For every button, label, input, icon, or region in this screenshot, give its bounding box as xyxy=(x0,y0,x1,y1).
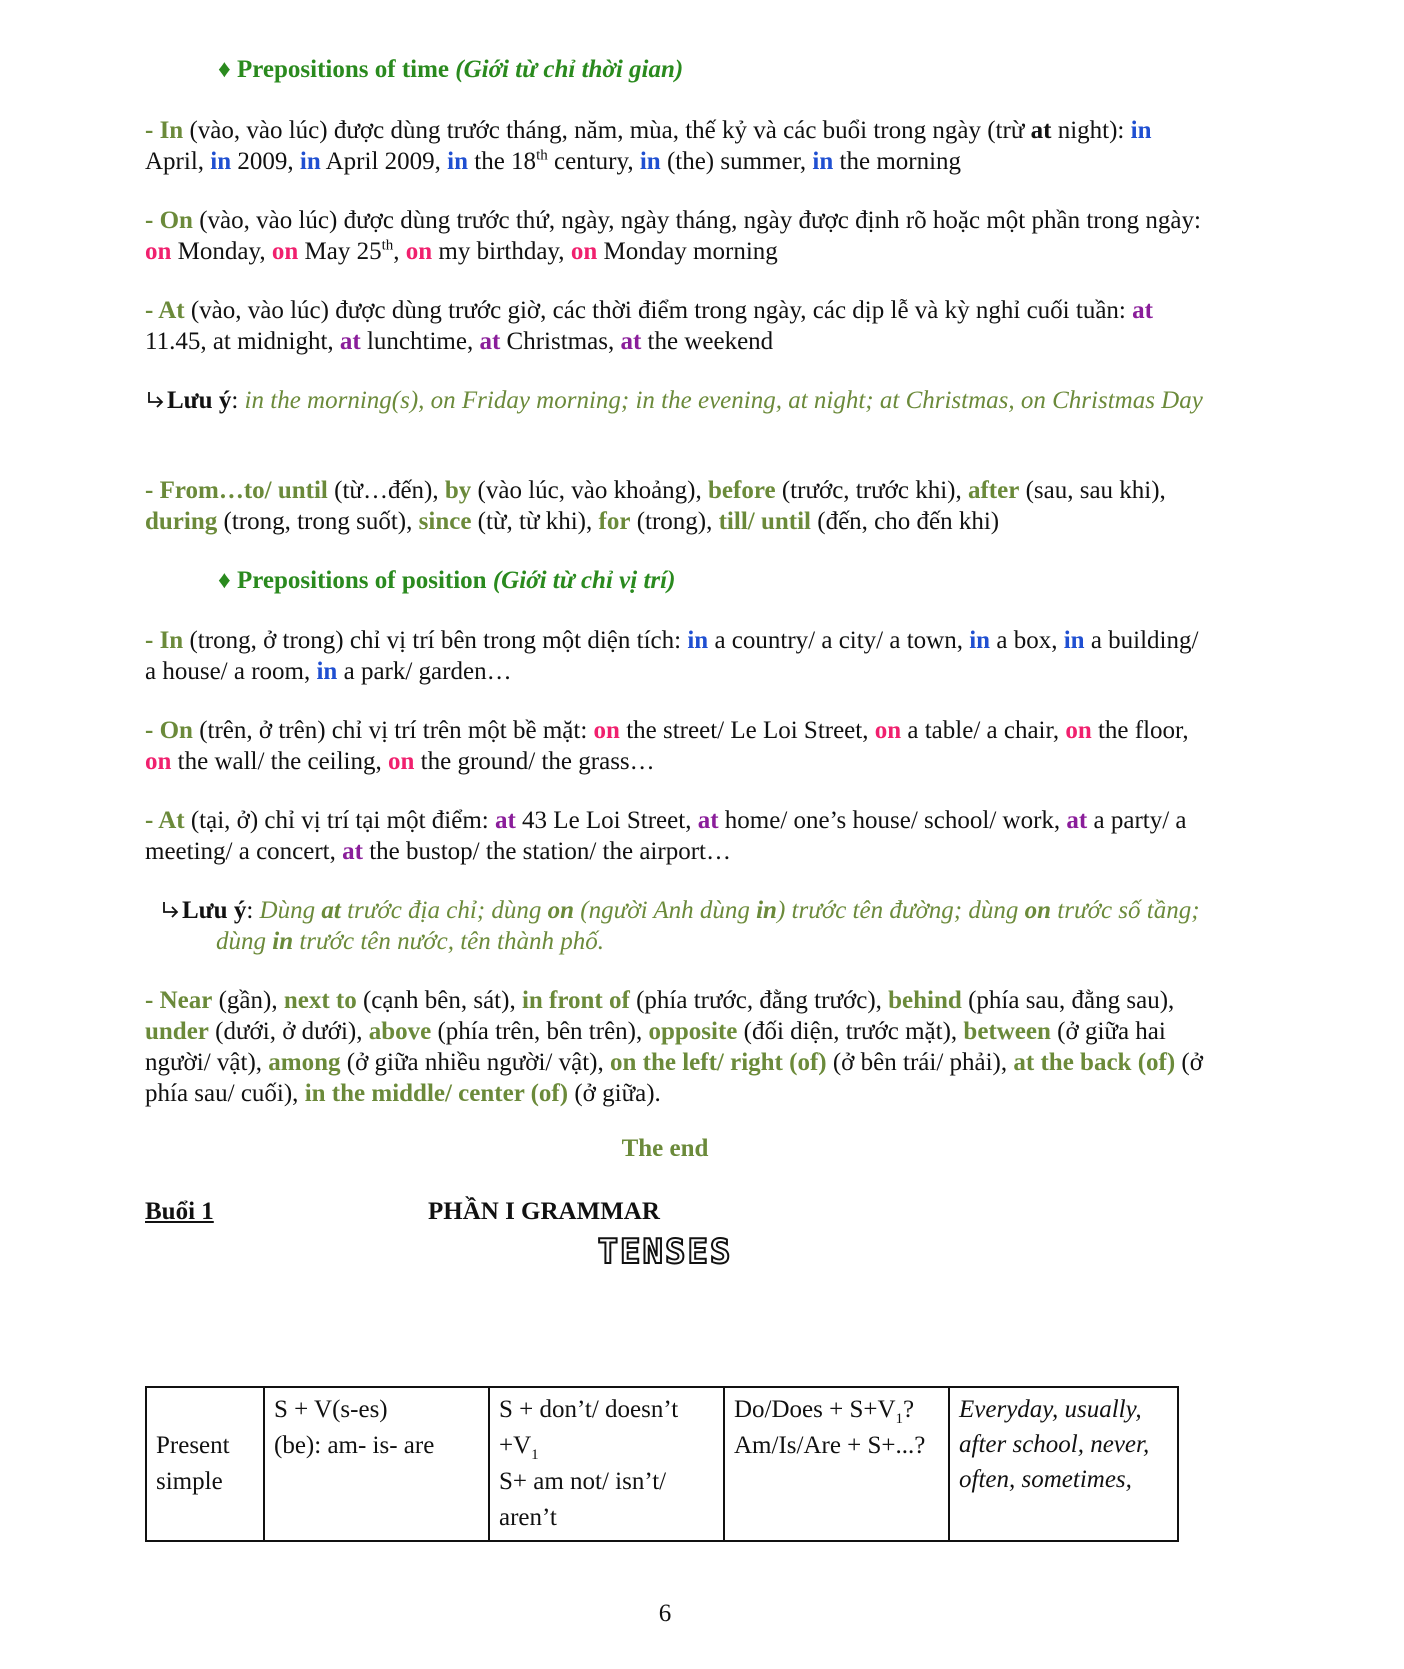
time-note: Lưu ý: in the morning(s), on Friday morning; in the evening, at night; at Christmas, on Christmas Day xyxy=(145,385,1205,416)
signal-words-cell: Everyday, usually, after school, never, often, sometimes, xyxy=(949,1387,1178,1541)
position-other-paragraph: - Near (gần), next to (cạnh bên, sát), in front of (phía trước, đằng trước), behind (phía sau, đằng sau), under (dưới, ở dưới), above (phía trên, bên trên), opposite (đối diện, trước mặt), between (ở giữa hai người/ vật), among (ở giữa nhiều người/ vật), on the left/ right (of) (ở bên trái/ phải), at the back (of) (ở phía sau/ cuối), in the middle/ center (of) (ở giữa). xyxy=(145,987,1203,1107)
page-number: 6 xyxy=(658,1600,672,1627)
affirmative-cell: S + V(s-es) (be): am- is- are xyxy=(264,1387,489,1541)
time-heading: ♦ Prepositions of time (Giới từ chỉ thời gian) xyxy=(218,56,684,83)
table-row xyxy=(146,1387,1178,1541)
negative-cell: S + don’t/ doesn’t $+V_1$ S+ am not/ isn’t/ aren’t xyxy=(489,1387,724,1541)
time-in-paragraph: - In (vào, vào lúc) được dùng trước tháng, năm, mùa, thế kỷ và các buổi trong ngày (trừ at night): in April, in 2009, in April 2009, in the 18th century, in (the) summer, in the morning xyxy=(145,117,1152,175)
time-at-paragraph: - At (vào, vào lúc) được dùng trước giờ, các thời điểm trong ngày, các dịp lễ và kỳ nghỉ cuối tuần: at 11.45, at midnight, at lunchtime, at Christmas, at the weekend xyxy=(145,297,1153,355)
position-at-paragraph: - At (tại, ở) chỉ vị trí tại một điểm: at 43 Le Loi Street, at home/ one’s house/ school/ work, at a party/ a meeting/ a concert, at the bustop/ the station/ the airport… xyxy=(145,807,1187,865)
position-on-paragraph: - On (trên, ở trên) chỉ vị trí trên một bề mặt: on the street/ Le Loi Street, on a table/ a chair, on the floor, on the wall/ the ceiling, on the ground/ the grass… xyxy=(145,717,1189,775)
time-on-paragraph: - On (vào, vào lúc) được dùng trước thứ, ngày, ngày tháng, ngày được định rõ hoặc một phần trong ngày: on Monday, on May 25th, on my birthday, on Monday morning xyxy=(145,207,1201,265)
position-heading: ♦ Prepositions of position (Giới từ chỉ vị trí) xyxy=(218,567,676,594)
part-title: PHẦN I GRAMMAR xyxy=(428,1198,660,1225)
the-end-label: The end xyxy=(621,1135,709,1162)
tense-name-cell: Present simple xyxy=(146,1387,264,1541)
position-note: Lưu ý: Dùng at trước địa chỉ; dùng on (người Anh dùng in) trước tên đường; dùng on trước số tầng; dùng in trước tên nước, tên thành phố. xyxy=(160,895,1236,957)
hooked-arrow-icon xyxy=(145,389,167,411)
session-label: Buổi 1 xyxy=(145,1198,214,1225)
tenses-table xyxy=(145,1386,1179,1542)
question-cell: Do/Does + $S+V_1$? Am/Is/Are + S+...? xyxy=(724,1387,949,1541)
position-in-paragraph: - In (trong, ở trong) chỉ vị trí bên trong một diện tích: in a country/ a city/ a town, in a box, in a building/ a house/ a room, in a park/ garden… xyxy=(145,627,1199,685)
hooked-arrow-icon xyxy=(160,899,182,921)
time-other-paragraph: - From…to/ until (từ…đến), by (vào lúc, vào khoảng), before (trước, trước khi), after (sau, sau khi), during (trong, trong suốt), since (từ, từ khi), for (trong), till/ until (đến, cho đến khi) xyxy=(145,477,1166,535)
tenses-title: TENSES xyxy=(597,1232,733,1272)
